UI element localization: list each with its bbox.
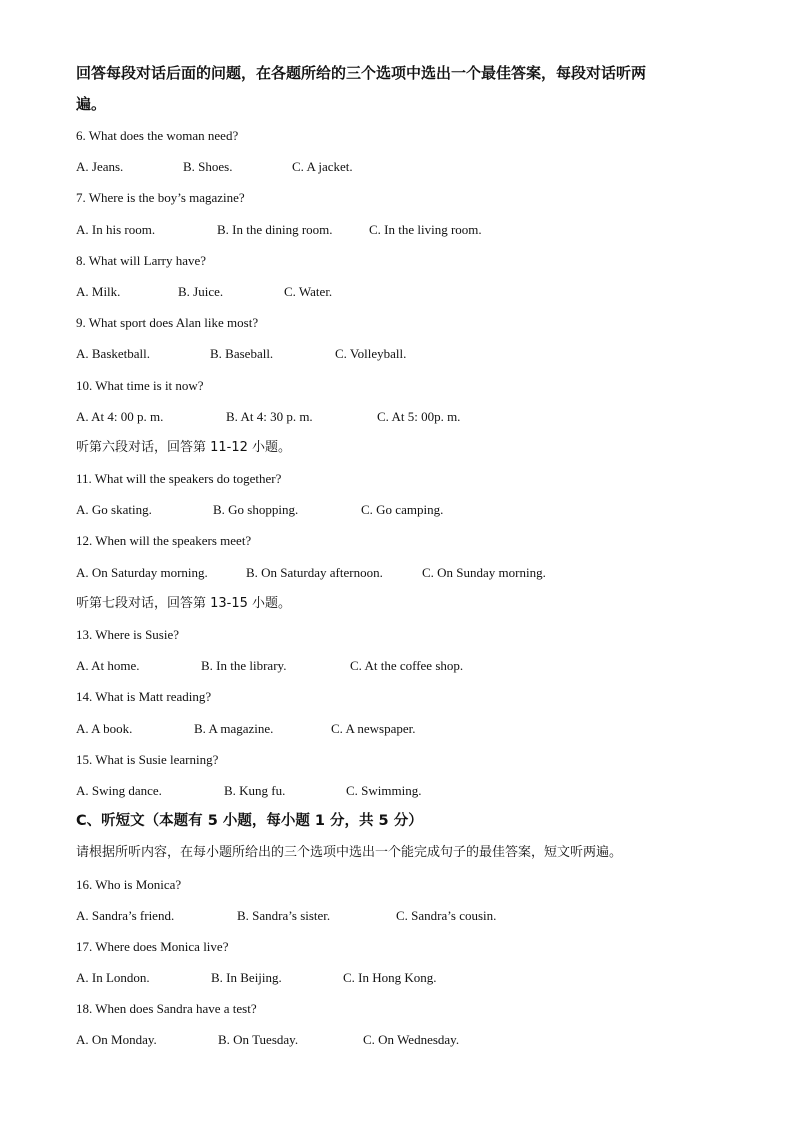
section-c-instruction: 请根据所听内容，在每小题所给出的三个选项中选出一个能完成句子的最佳答案，短文听两遍。 [76, 845, 623, 861]
option-10b: B. At 4: 30 p. m. [226, 408, 313, 424]
option-10c: C. At 5: 00p. m. [377, 408, 461, 424]
question-17: 17. Where does Monica live? [76, 938, 229, 954]
options-18 [76, 1024, 726, 1055]
question-11: 11. What will the speakers do together? [76, 471, 282, 487]
options-6 [76, 151, 726, 182]
question-13: 13. Where is Susie? [76, 627, 180, 642]
options-16 [76, 900, 726, 931]
intro-instruction-line2: 遍。 [76, 95, 107, 113]
question-8: 8. What will Larry have? [76, 252, 207, 268]
option-11c: C. Go camping. [361, 502, 444, 518]
section-c-title: C、听短文（本题有 5 小题，每小题 1 分，共 5 分） [76, 813, 423, 830]
question-7: 7. Where is the boy’s magazine? [76, 190, 245, 206]
option-14c: C. A newspaper. [331, 720, 416, 736]
options-9 [76, 338, 726, 369]
options-12 [76, 557, 726, 588]
option-7b: B. In the dining room. [217, 221, 333, 237]
option-18c: C. On Wednesday. [363, 1032, 460, 1048]
option-13b: B. In the library. [201, 658, 287, 674]
option-15a: A. Swing dance. [76, 782, 162, 798]
option-8a: A. Milk. [76, 283, 121, 299]
question-15: 15. What is Susie learning? [76, 751, 219, 767]
option-7a: A. In his room. [76, 221, 156, 237]
option-11b: B. Go shopping. [213, 502, 299, 518]
option-6b: B. Shoes. [183, 159, 233, 175]
question-9: 9. What sport does Alan like most? [76, 315, 259, 331]
options-11 [76, 494, 726, 525]
option-16b: B. Sandra’s sister. [237, 907, 331, 923]
option-17c: C. In Hong Kong. [343, 970, 437, 986]
option-9b: B. Baseball. [210, 346, 274, 362]
option-10a: A. At 4: 00 p. m. [76, 408, 164, 424]
options-7 [76, 214, 726, 245]
exam-page [76, 58, 726, 1056]
option-15b: B. Kung fu. [224, 782, 286, 798]
option-6c: C. A jacket. [292, 159, 353, 175]
option-13a: A. At home. [76, 658, 140, 674]
option-12a: A. On Saturday morning. [76, 564, 208, 580]
option-8c: C. Water. [284, 283, 333, 299]
option-12c: C. On Sunday morning. [422, 564, 546, 580]
dialog-6-instruction: 听第六段对话，回答第 11-12 小题。 [76, 439, 292, 455]
options-8 [76, 276, 726, 307]
option-9c: C. Volleyball. [335, 346, 407, 362]
option-18b: B. On Tuesday. [218, 1032, 299, 1048]
option-6a: A. Jeans. [76, 159, 124, 175]
option-18a: A. On Monday. [76, 1032, 157, 1048]
option-16a: A. Sandra’s friend. [76, 907, 175, 923]
question-14: 14. What is Matt reading? [76, 689, 212, 705]
option-17a: A. In London. [76, 970, 150, 986]
options-13 [76, 650, 726, 681]
question-16: 16. Who is Monica? [76, 876, 182, 892]
options-17 [76, 962, 726, 993]
option-15c: C. Swimming. [346, 782, 422, 798]
question-6: 6. What does the woman need? [76, 128, 239, 143]
option-14b: B. A magazine. [194, 720, 274, 736]
question-10: 10. What time is it now? [76, 377, 204, 393]
option-13c: C. At the coffee shop. [350, 658, 464, 674]
question-12: 12. When will the speakers meet? [76, 533, 252, 549]
option-12b: B. On Saturday afternoon. [246, 564, 383, 580]
question-18: 18. When does Sandra have a test? [76, 1001, 257, 1017]
options-10 [76, 401, 726, 432]
option-16c: C. Sandra’s cousin. [396, 907, 497, 923]
option-7c: C. In the living room. [369, 221, 482, 237]
option-9a: A. Basketball. [76, 346, 151, 362]
option-14a: A. A book. [76, 720, 133, 736]
intro-instruction-line1: 回答每段对话后面的问题，在各题所给的三个选项中选出一个最佳答案，每段对话听两 [76, 64, 647, 82]
option-17b: B. In Beijing. [211, 970, 282, 986]
option-8b: B. Juice. [178, 283, 224, 299]
option-11a: A. Go skating. [76, 502, 152, 518]
options-15 [76, 775, 726, 806]
dialog-7-instruction: 听第七段对话，回答第 13-15 小题。 [76, 595, 292, 611]
options-14 [76, 713, 726, 744]
